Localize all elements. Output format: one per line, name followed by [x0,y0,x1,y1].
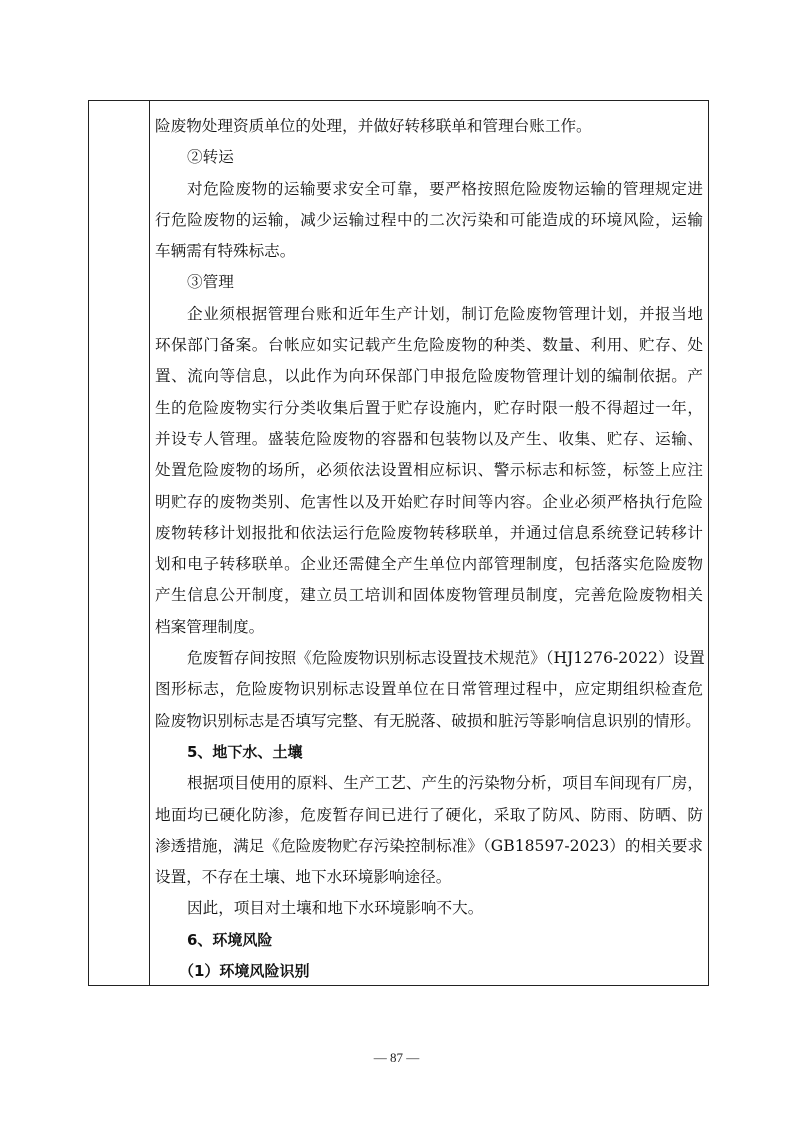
paragraph-line: 生的危险废物实行分类收集后置于贮存设施内，贮存时限一般不得超过一年， [155,398,703,417]
paragraph-line: ③管理 [187,273,234,292]
paragraph-line: 产生信息公开制度，建立员工培训和固体废物管理员制度，完善危险废物相关 [155,586,703,605]
paragraph-line: 并设专人管理。盛装危险废物的容器和包装物以及产生、收集、贮存、运输、 [155,429,703,448]
paragraph-line: 环保部门备案。台帐应如实记载产生危险废物的种类、数量、利用、贮存、处 [155,336,703,355]
page-number: — 87 — [373,1050,420,1065]
paragraph-line: 根据项目使用的原料、生产工艺、产生的污染物分析，项目车间现有厂房， [187,774,703,793]
section-heading: （1）环境风险识别 [179,962,310,981]
paragraph-line: 废物转移计划报批和依法运行危险废物转移联单，并通过信息系统登记转移计 [155,523,703,542]
paragraph-line: 渗透措施，满足《危险废物贮存污染控制标准》（GB18597-2023）的相关要求 [155,836,703,855]
paragraph-line: 险废物识别标志是否填写完整、有无脱落、破损和脏污等影响信息识别的情形。 [155,711,701,730]
table-content-cell [155,111,703,987]
paragraph-line: 图形标志，危险废物识别标志设置单位在日常管理过程中，应定期组织检查危 [155,680,703,699]
paragraph-line: 划和电子转移联单。企业还需健全产生单位内部管理制度，包括落实危险废物 [155,555,703,574]
paragraph-line: 处置危险废物的场所，必须依法设置相应标识、警示标志和标签，标签上应注 [155,461,703,480]
paragraph-line: 险废物处理资质单位的处理，并做好转移联单和管理台账工作。 [155,117,592,135]
paragraph-line: ②转运 [187,148,234,167]
section-heading: 6、环境风险 [187,930,273,949]
table-column-divider [149,101,150,985]
paragraph-line: 行危险废物的运输，减少运输过程中的二次污染和可能造成的环境风险，运输 [155,210,703,229]
paragraph-line: 明贮存的废物类别、危害性以及开始贮存时间等内容。企业必须严格执行危险 [155,492,703,511]
paragraph-line: 企业须根据管理台账和近年生产计划，制订危险废物管理计划，并报当地 [187,304,703,323]
paragraph-line: 设置，不存在土壤、地下水环境影响途径。 [155,868,452,887]
paragraph-line: 对危险废物的运输要求安全可靠，要严格按照危险废物运输的管理规定进 [187,179,703,198]
paragraph-line: 危废暂存间按照《危险废物识别标志设置技术规范》（HJ1276-2022）设置 [187,649,705,668]
paragraph-line: 置、流向等信息，以此作为向环保部门申报危险废物管理计划的编制依据。产 [155,367,703,386]
section-heading: 5、地下水、土壤 [187,742,303,761]
paragraph-line: 档案管理制度。 [155,617,265,636]
paragraph-line: 因此，项目对土壤和地下水环境影响不大。 [187,899,484,918]
document-table [88,100,709,986]
paragraph-line: 车辆需有特殊标志。 [155,242,296,261]
paragraph-line: 地面均已硬化防渗，危废暂存间已进行了硬化，采取了防风、防雨、防晒、防 [155,805,703,824]
